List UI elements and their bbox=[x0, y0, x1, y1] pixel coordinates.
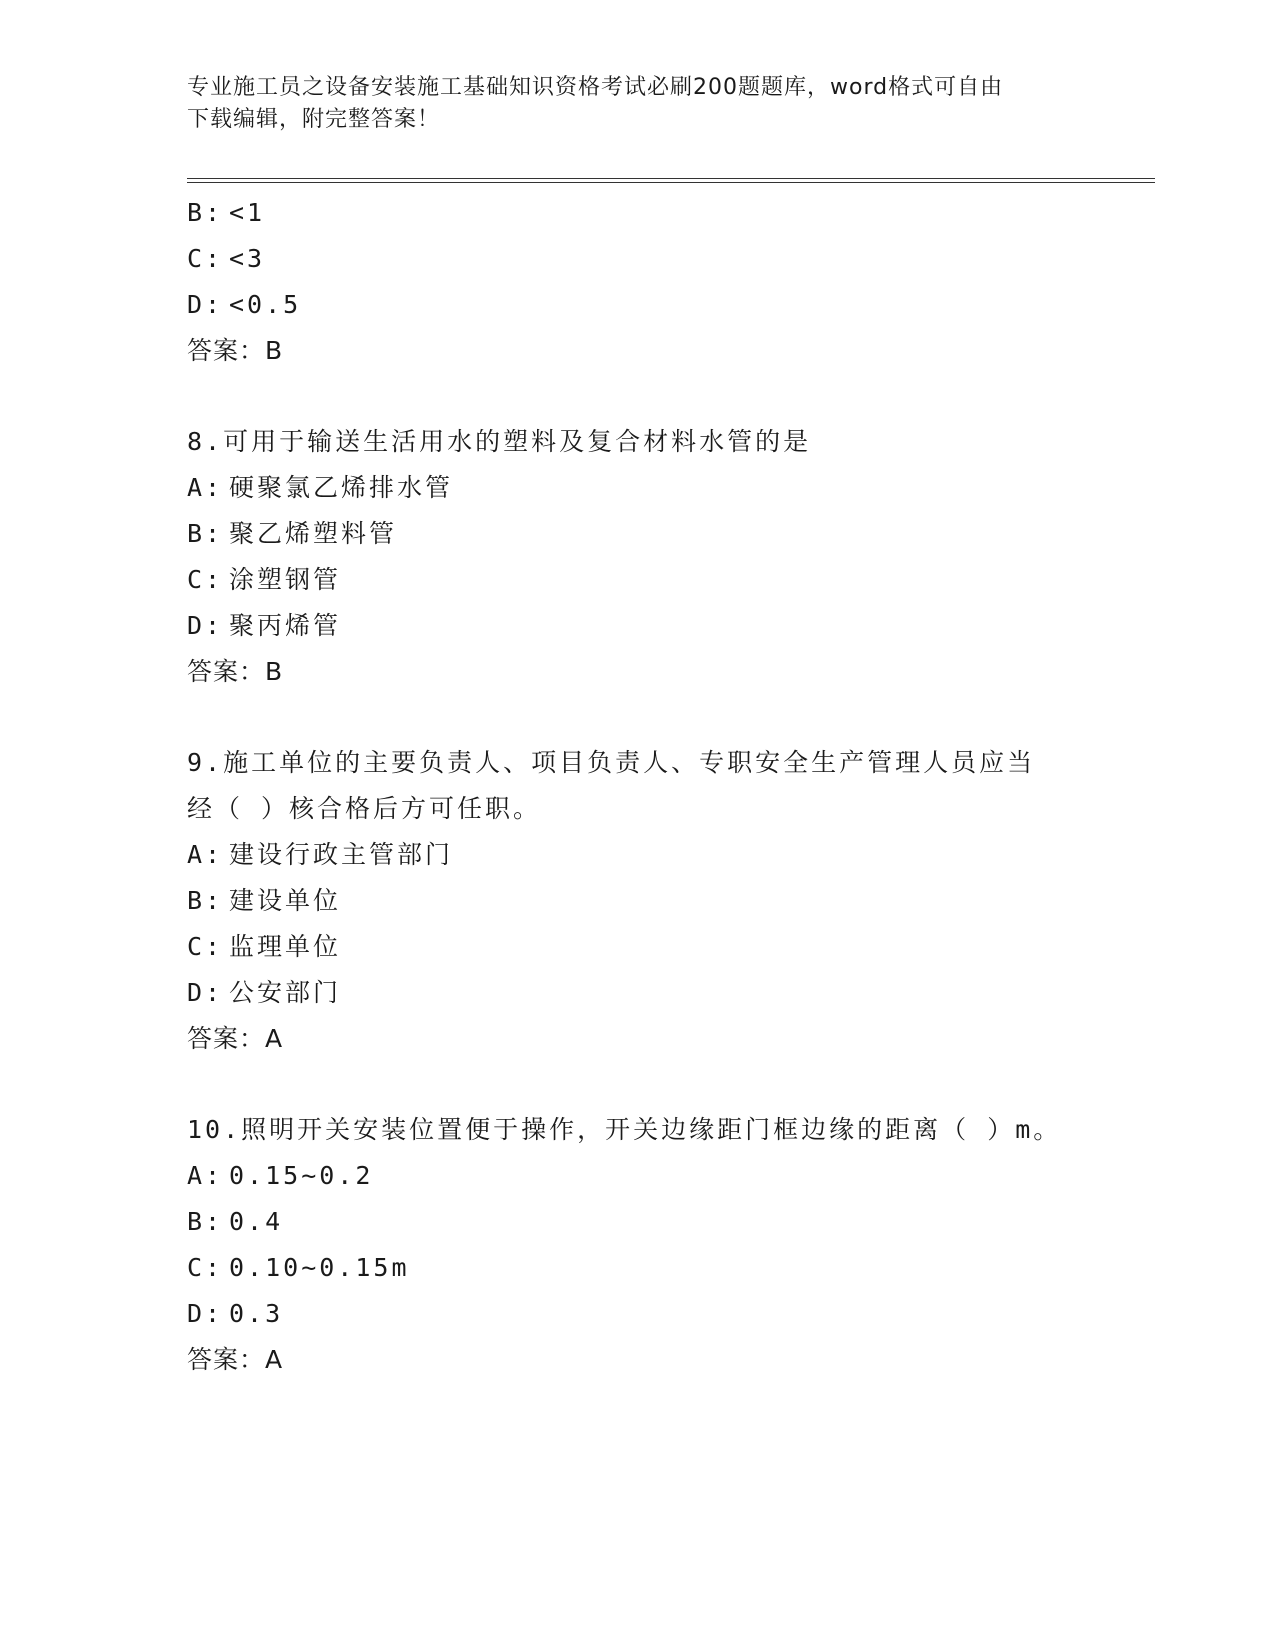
header-divider bbox=[187, 178, 1155, 183]
option-c bbox=[187, 1245, 1087, 1291]
answer-line: 答案：B bbox=[187, 336, 284, 365]
option-d bbox=[187, 282, 1087, 328]
option-d bbox=[187, 603, 1087, 649]
document-header bbox=[187, 72, 1067, 136]
answer-line: 答案：B bbox=[187, 657, 284, 686]
option-b bbox=[187, 511, 1087, 557]
option-text: 0.4 bbox=[229, 1207, 284, 1236]
header-line-1: 专业施工员之设备安装施工基础知识资格考试必刷200题题库，word格式可自由 bbox=[187, 75, 1004, 100]
question-stem: 8.可用于输送生活用水的塑料及复合材料水管的是 bbox=[187, 427, 812, 456]
option-label: D: bbox=[187, 611, 224, 640]
option-label: B: bbox=[187, 886, 224, 915]
spacer bbox=[187, 695, 1087, 740]
option-label: C: bbox=[187, 565, 224, 594]
option-label: D: bbox=[187, 290, 224, 319]
option-text: 建设行政主管部门 bbox=[229, 840, 454, 869]
answer-line: 答案：A bbox=[187, 1024, 284, 1053]
question-stem-line-1: 9.施工单位的主要负责人、项目负责人、专职安全生产管理人员应当 bbox=[187, 748, 1036, 777]
answer-line: 答案：A bbox=[187, 1345, 284, 1374]
option-label: C: bbox=[187, 932, 224, 961]
option-text: 公安部门 bbox=[229, 978, 342, 1007]
option-label: B: bbox=[187, 519, 224, 548]
question-list bbox=[187, 190, 1087, 1383]
option-text: <0.5 bbox=[229, 290, 302, 319]
option-a bbox=[187, 1153, 1087, 1199]
option-text: 硬聚氯乙烯排水管 bbox=[229, 473, 454, 502]
option-label: A: bbox=[187, 473, 224, 502]
option-text: 0.15~0.2 bbox=[229, 1161, 374, 1190]
option-text: 聚丙烯管 bbox=[229, 611, 342, 640]
option-text: 监理单位 bbox=[229, 932, 342, 961]
option-b bbox=[187, 190, 1087, 236]
spacer bbox=[187, 1062, 1087, 1107]
option-label: D: bbox=[187, 1299, 224, 1328]
question-8 bbox=[187, 419, 1087, 695]
option-c bbox=[187, 924, 1087, 970]
option-label: D: bbox=[187, 978, 224, 1007]
question-9 bbox=[187, 740, 1087, 1062]
spacer bbox=[187, 374, 1087, 419]
option-c bbox=[187, 236, 1087, 282]
question-partial bbox=[187, 190, 1087, 374]
option-label: B: bbox=[187, 1207, 224, 1236]
option-label: B: bbox=[187, 198, 224, 227]
option-text: 0.10~0.15m bbox=[229, 1253, 410, 1282]
option-label: A: bbox=[187, 1161, 224, 1190]
option-label: C: bbox=[187, 244, 224, 273]
option-d bbox=[187, 970, 1087, 1016]
option-c bbox=[187, 557, 1087, 603]
question-10 bbox=[187, 1107, 1087, 1383]
option-text: 0.3 bbox=[229, 1299, 284, 1328]
option-b bbox=[187, 878, 1087, 924]
question-stem: 10.照明开关安装位置便于操作，开关边缘距门框边缘的距离（ ）m。 bbox=[187, 1115, 1062, 1144]
option-d bbox=[187, 1291, 1087, 1337]
option-label: C: bbox=[187, 1253, 224, 1282]
option-b bbox=[187, 1199, 1087, 1245]
option-text: 涂塑钢管 bbox=[229, 565, 342, 594]
option-text: 聚乙烯塑料管 bbox=[229, 519, 398, 548]
header-line-2: 下载编辑，附完整答案！ bbox=[187, 107, 441, 132]
question-stem-line-2: 经（ ）核合格后方可任职。 bbox=[187, 794, 542, 823]
option-label: A: bbox=[187, 840, 224, 869]
option-a bbox=[187, 465, 1087, 511]
option-a bbox=[187, 832, 1087, 878]
option-text: 建设单位 bbox=[229, 886, 342, 915]
option-text: <1 bbox=[229, 198, 266, 227]
option-text: <3 bbox=[229, 244, 266, 273]
